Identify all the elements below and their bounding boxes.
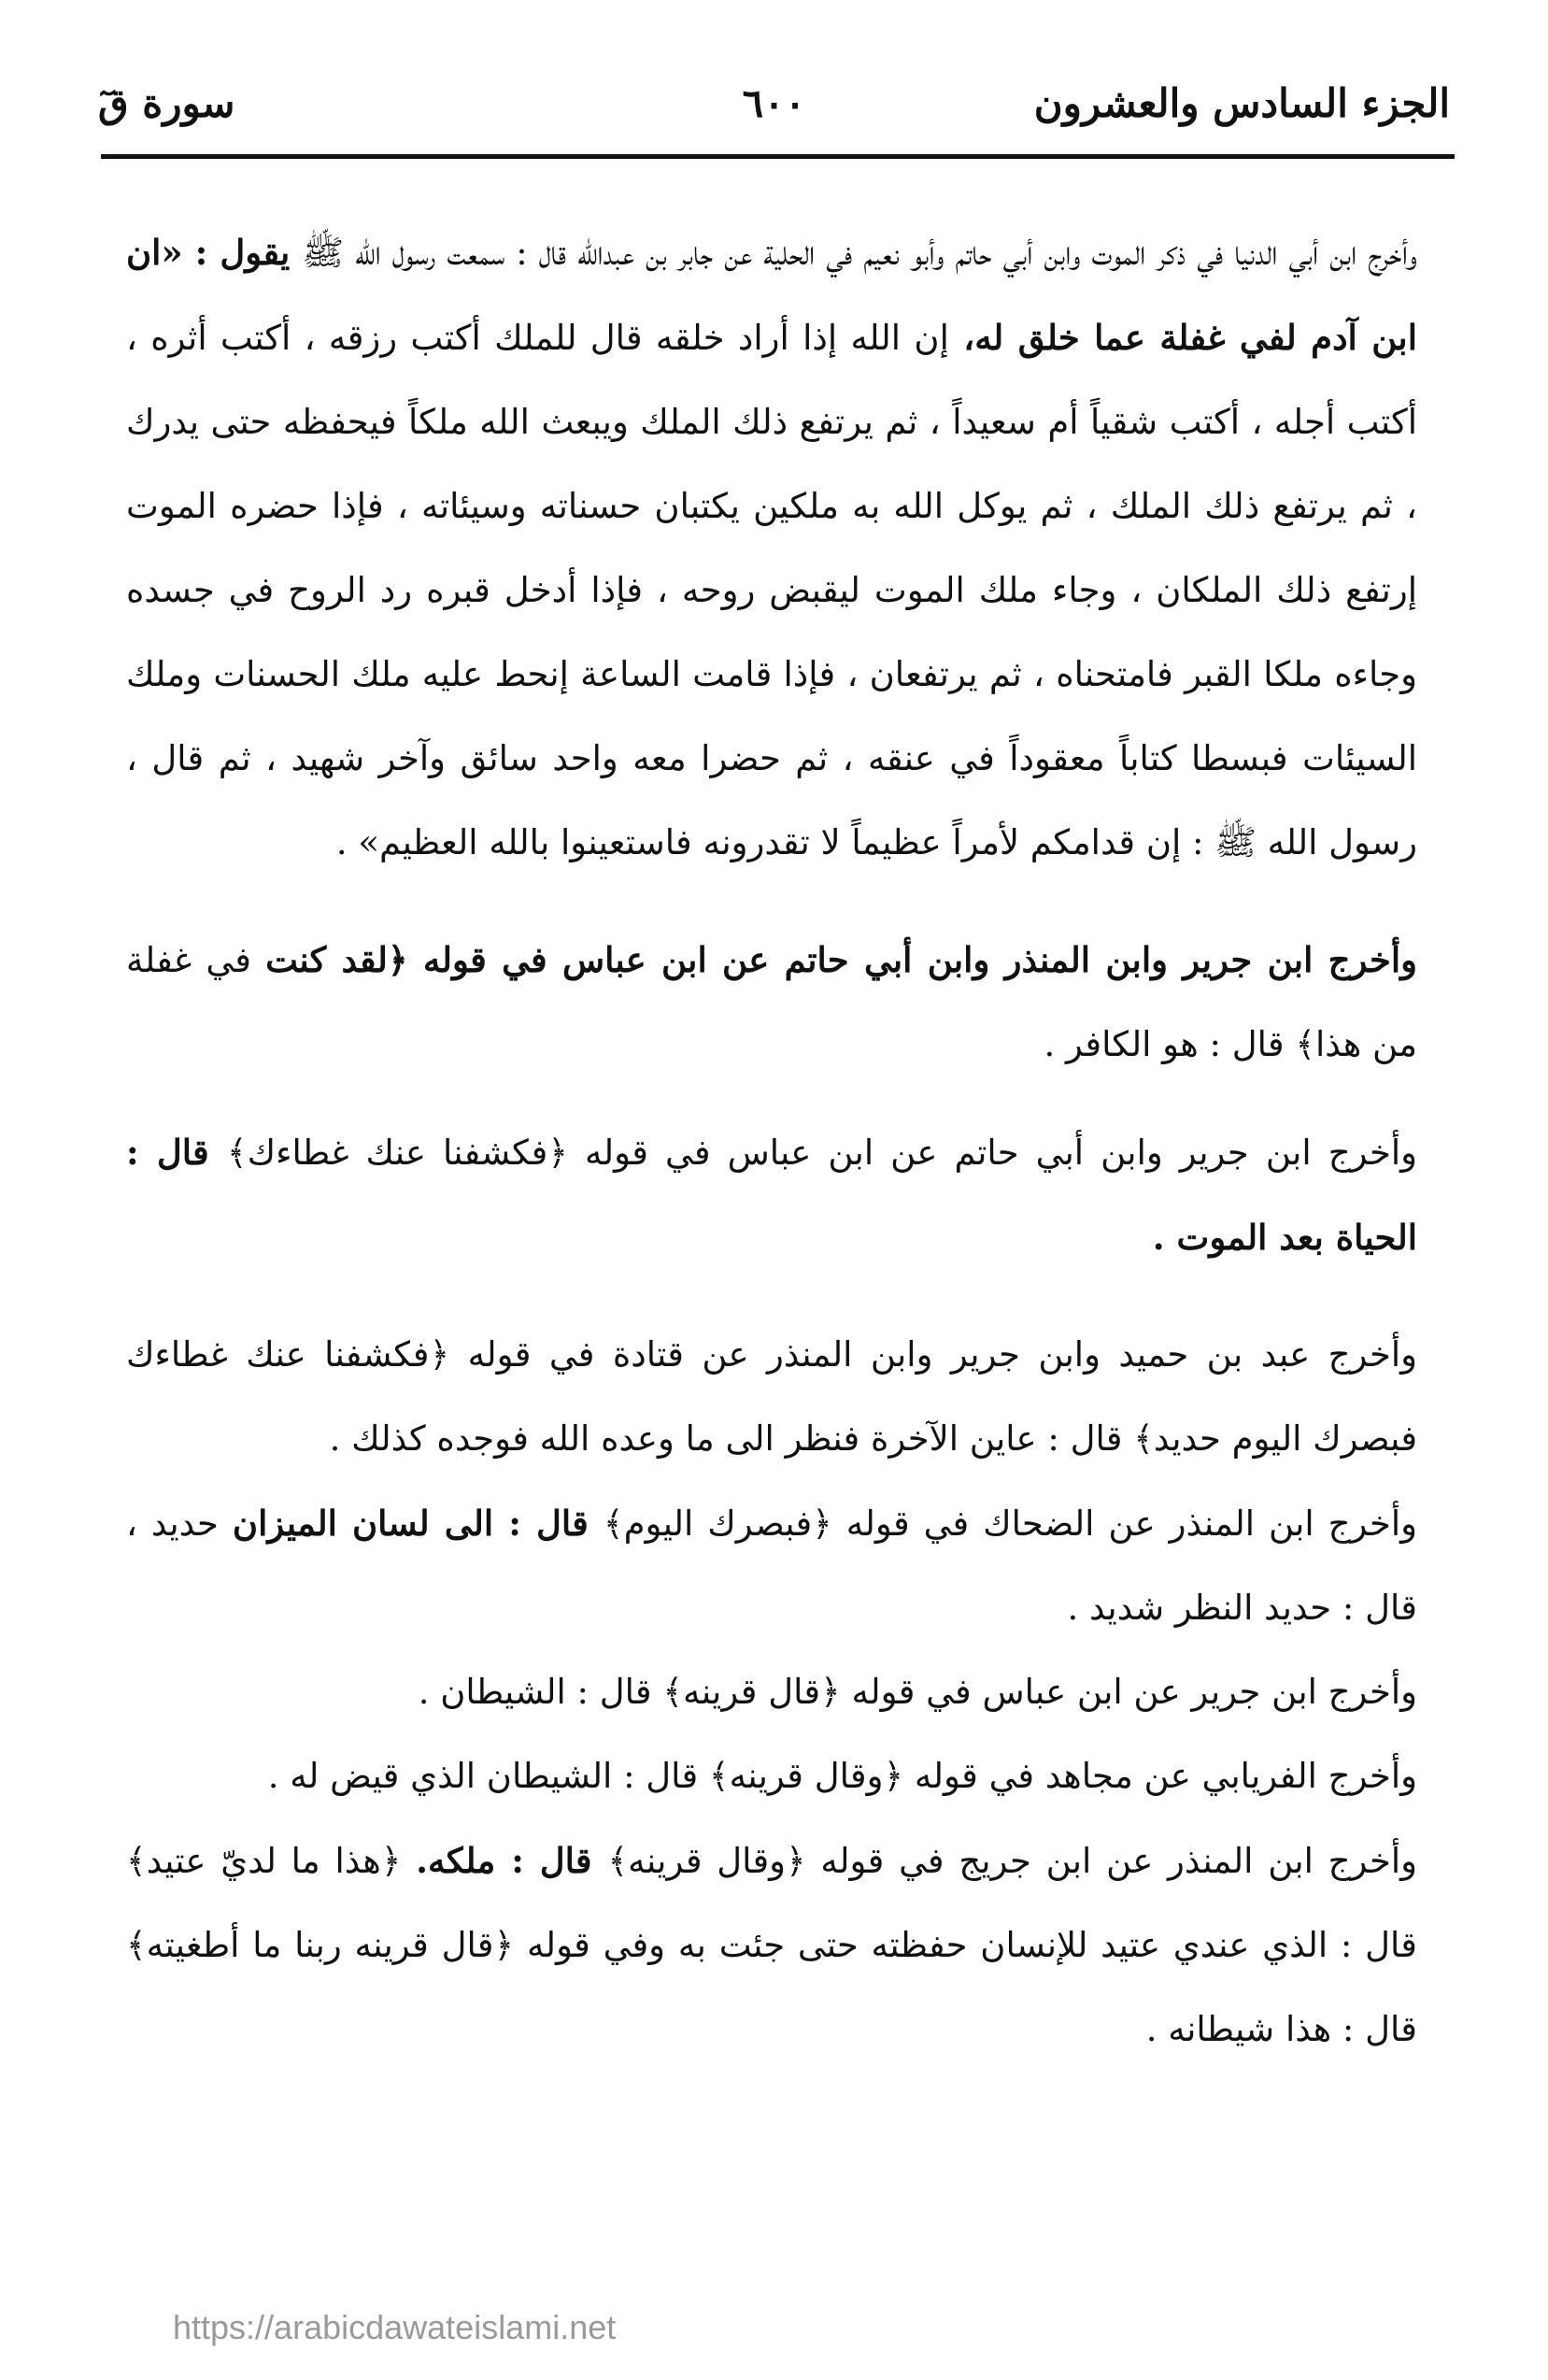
surah-title: سورة قٓ — [98, 79, 235, 126]
paragraph-6 — [126, 1650, 1417, 1734]
paragraph-4 — [126, 1313, 1417, 1481]
paragraph-7-text: وأخرج الفريابي عن مجاهد في قوله ﴿وقال قرينه﴾ قال : الشيطان الذي قيض له . — [267, 1756, 1417, 1796]
paragraph-5-text: وأخرج ابن المنذر عن الضحاك في قوله ﴿فبصرك اليوم﴾ — [603, 1504, 1417, 1544]
paragraph-8-bold: قال : ملكه. — [416, 1840, 608, 1881]
paragraph-2-bold: وأخرج ابن جرير وابن المنذر وابن أبي حاتم عن ابن عباس في قوله ﴿لقد كنت — [265, 939, 1417, 980]
paragraph-1 — [126, 210, 1417, 885]
paragraph-1-text: وأخرج ابن أبي الدنيا في ذكر الموت وابن أبي حاتم وأبو نعيم في الحلية عن جابر بن عبدالله قال : سمعت رسول الله ﷺ — [302, 233, 1418, 273]
paragraph-8 — [126, 1818, 1417, 2072]
paragraph-2-tail: في غفلة من هذا﴾ قال : هو الكافر . — [126, 940, 1417, 1064]
paragraph-3 — [126, 1110, 1417, 1280]
page-header — [98, 56, 1450, 150]
paragraph-5-tail: حديد ، قال : حديد النظر شديد . — [126, 1504, 1417, 1628]
paragraph-5-bold: قال : الى لسان الميزان — [232, 1503, 604, 1544]
paragraph-3-bold: قال : الحياة بعد الموت . — [126, 1132, 1417, 1258]
part-title: الجزء السادس والعشرون — [1033, 79, 1450, 126]
paragraph-7 — [126, 1734, 1417, 1818]
paragraph-6-text: وأخرج ابن جرير عن ابن عباس في قوله ﴿قال قرينه﴾ قال : الشيطان . — [418, 1672, 1417, 1712]
paragraph-1-tail: إن الله إذا أراد خلقه قال للملك أكتب رزقه ، أكتب أثره ، أكتب أجله ، أكتب شقياً أم سعيداً ، ثم يرتفع ذلك الملك ويبعث الله ملكاً فيحفظه حتى يدرك ، ثم يرتفع ذلك الملك ، ثم يوكل الله به ملكين يكتبان حسناته وسيئاته ، فإذا حضره الموت إرتفع ذلك الملكان ، وجاء ملك الموت ليقبض روحه ، فإذا أدخل قبره رد الروح في جسده وجاءه ملكا القبر فامتحناه ، ثم يرتفعان ، فإذا قامت الساعة إنحط عليه ملك الحسنات وملك السيئات فبسطا كتاباً معقوداً في عنقه ، ثم حضرا معه واحد سائق وآخر شهيد ، ثم قال ، رسول الله ﷺ : إن قدامكم لأمراً عظيماً لا تقدرونه فاستعينوا بالله العظيم» . — [126, 318, 1417, 862]
paragraph-1-bold: يقول : «ان ابن آدم لفي غفلة عما خلق له، — [126, 232, 1417, 358]
paragraph-8-tail: ﴿هذا ما لديّ عتيد﴾ قال : الذي عندي عتيد للإنسان حفظته حتى جئت به وفي قوله ﴿قال قرينه ربنا ما أطغيته﴾ قال : هذا شيطانه . — [126, 1841, 1417, 2049]
page-number: ٦٠٠ — [742, 79, 806, 126]
paragraph-8-text: وأخرج ابن المنذر عن ابن جريج في قوله ﴿وقال قرينه﴾ — [607, 1841, 1417, 1881]
paragraph-3-text: وأخرج ابن جرير وابن أبي حاتم عن ابن عباس في قوله ﴿فكشفنا عنك غطاءك﴾ — [226, 1133, 1418, 1173]
source-watermark: https://arabicdawateislami.net — [173, 2308, 617, 2346]
paragraph-5 — [126, 1481, 1417, 1650]
page-body — [126, 210, 1417, 2072]
header-rule — [101, 154, 1455, 159]
paragraph-2 — [126, 918, 1417, 1087]
paragraph-4-text: وأخرج عبد بن حميد وابن جرير وابن المنذر عن قتادة في قوله ﴿فكشفنا عنك غطاءك فبصرك اليوم حديد﴾ قال : عاين الآخرة فنظر الى ما وعده الله فوجده كذلك . — [126, 1334, 1417, 1459]
